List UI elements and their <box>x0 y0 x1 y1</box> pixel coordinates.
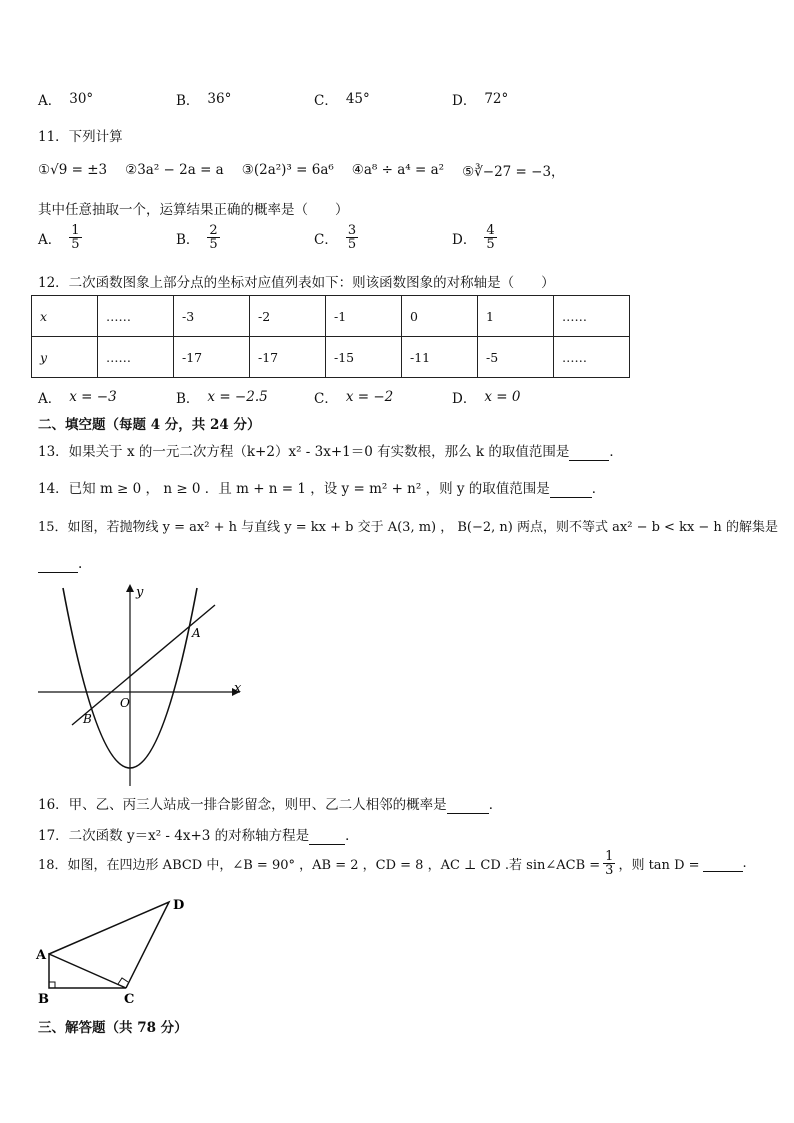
q11-items <box>38 160 565 180</box>
answer-blank <box>38 556 78 573</box>
q11-option-a: A． $\frac{1}{5}$ <box>38 223 80 252</box>
q14-text: 14．已知 m ≥ 0 ， n ≥ 0 ．且 m + n = 1 ，设 y = m² + n² ，则 y 的取值范围是 ． <box>38 481 606 497</box>
table-cell: 0 <box>402 296 478 337</box>
q18-figure <box>30 892 200 1012</box>
vertex-a-label: A <box>36 948 47 963</box>
table-cell: x <box>32 296 98 337</box>
q16-text: 16．甲、乙、丙三人站成一排合影留念，则甲、乙二人相邻的概率是 ． <box>38 797 503 813</box>
table-cell: -2 <box>250 296 326 337</box>
q12-option-c: C． x = −2 <box>314 389 394 407</box>
triangle-acd <box>49 902 169 988</box>
section-3-heading: 三、解答题（共 78 分） <box>38 1020 188 1036</box>
table-cell: -5 <box>478 337 554 378</box>
q11-option-b: B． $\frac{2}{5}$ <box>176 223 218 252</box>
answer-blank <box>447 797 489 814</box>
point-b-label: B <box>83 712 92 726</box>
straight-line <box>72 605 215 725</box>
table-cell: 1 <box>478 296 554 337</box>
y-axis-label: y <box>136 585 144 600</box>
q11-item-5: ⑤∛−27 = −3， <box>462 164 565 180</box>
origin-label: O <box>120 696 130 710</box>
answer-blank <box>569 444 609 461</box>
point-a-label: A <box>192 626 201 640</box>
table-cell: -1 <box>326 296 402 337</box>
q11-title: 11．下列计算 <box>38 129 123 145</box>
table-row <box>32 296 630 337</box>
answer-blank <box>309 828 345 845</box>
vertex-b-label: B <box>38 992 49 1007</box>
table-cell: …… <box>554 337 630 378</box>
table-cell: -11 <box>402 337 478 378</box>
q12-title: 12．二次函数图象上部分点的坐标对应值列表如下：则该函数图象的对称轴是（ ） <box>38 275 555 291</box>
triangle-abc <box>49 954 126 988</box>
table-cell: …… <box>98 296 174 337</box>
answer-blank <box>703 856 743 872</box>
x-axis-label: x <box>234 681 242 696</box>
q11-item-2: ②3a² − 2a = a <box>125 162 224 178</box>
right-angle-b <box>49 982 55 988</box>
table-row <box>32 337 630 378</box>
q15-figure <box>30 578 260 793</box>
q11-item-1: ①√9 = ±3 <box>38 162 108 178</box>
q11-item-4: ④a⁸ ÷ a⁴ = a² <box>351 162 445 178</box>
q12-option-d: D． x = 0 <box>452 389 521 407</box>
q11-question: 其中任意抽取一个，运算结果正确的概率是（ ） <box>38 202 349 218</box>
table-cell: …… <box>98 337 174 378</box>
table-cell: -15 <box>326 337 402 378</box>
q11-option-c: C． $\frac{3}{5}$ <box>314 223 357 252</box>
q17-text: 17．二次函数 y＝x² - 4x+3 的对称轴方程是 ． <box>38 828 359 844</box>
right-angle-c <box>118 978 128 984</box>
table-cell: y <box>32 337 98 378</box>
q15-answer: . <box>38 556 82 573</box>
vertex-c-label: C <box>124 992 135 1007</box>
q11-item-3: ③(2a²)³ = 6a⁶ <box>241 162 334 178</box>
table-cell: -17 <box>174 337 250 378</box>
q12-option-b: B． x = −2.5 <box>176 389 268 407</box>
q11-option-d: D． $\frac{4}{5}$ <box>452 223 495 252</box>
vertex-d-label: D <box>173 898 185 913</box>
q12-option-a: A． x = −3 <box>38 389 117 407</box>
q10-option-a: A． 30° <box>38 91 94 109</box>
table-cell: -17 <box>250 337 326 378</box>
q15-text: 15．如图，若抛物线 y = ax² + h 与直线 y = kx + b 交于 A(3, m) ， B(−2, n) 两点，则不等式 ax² − b < kx − h 的解集是 <box>38 520 778 535</box>
q10-option-c: C． 45° <box>314 91 370 109</box>
y-axis-arrow <box>126 584 134 592</box>
q12-value-table <box>31 295 630 378</box>
q10-option-b: B． 36° <box>176 91 232 109</box>
q18-text: 18．如图，在四边形 ABCD 中，∠B = 90° ，AB = 2 ，CD = 8 ，AC ⊥ CD .若 sin∠ACB = $\frac{1}{3}$ ，则 tan D = . <box>38 849 747 878</box>
q13-text: 13．如果关于 x 的一元二次方程（k+2）x² - 3x+1＝0 有实数根，那么 k 的取值范围是 ． <box>38 444 623 460</box>
section-2-heading: 二、填空题（每题 4 分，共 24 分） <box>38 417 261 433</box>
answer-blank <box>550 481 592 498</box>
table-cell: -3 <box>174 296 250 337</box>
table-cell: …… <box>554 296 630 337</box>
q10-option-d: D． 72° <box>452 91 509 109</box>
